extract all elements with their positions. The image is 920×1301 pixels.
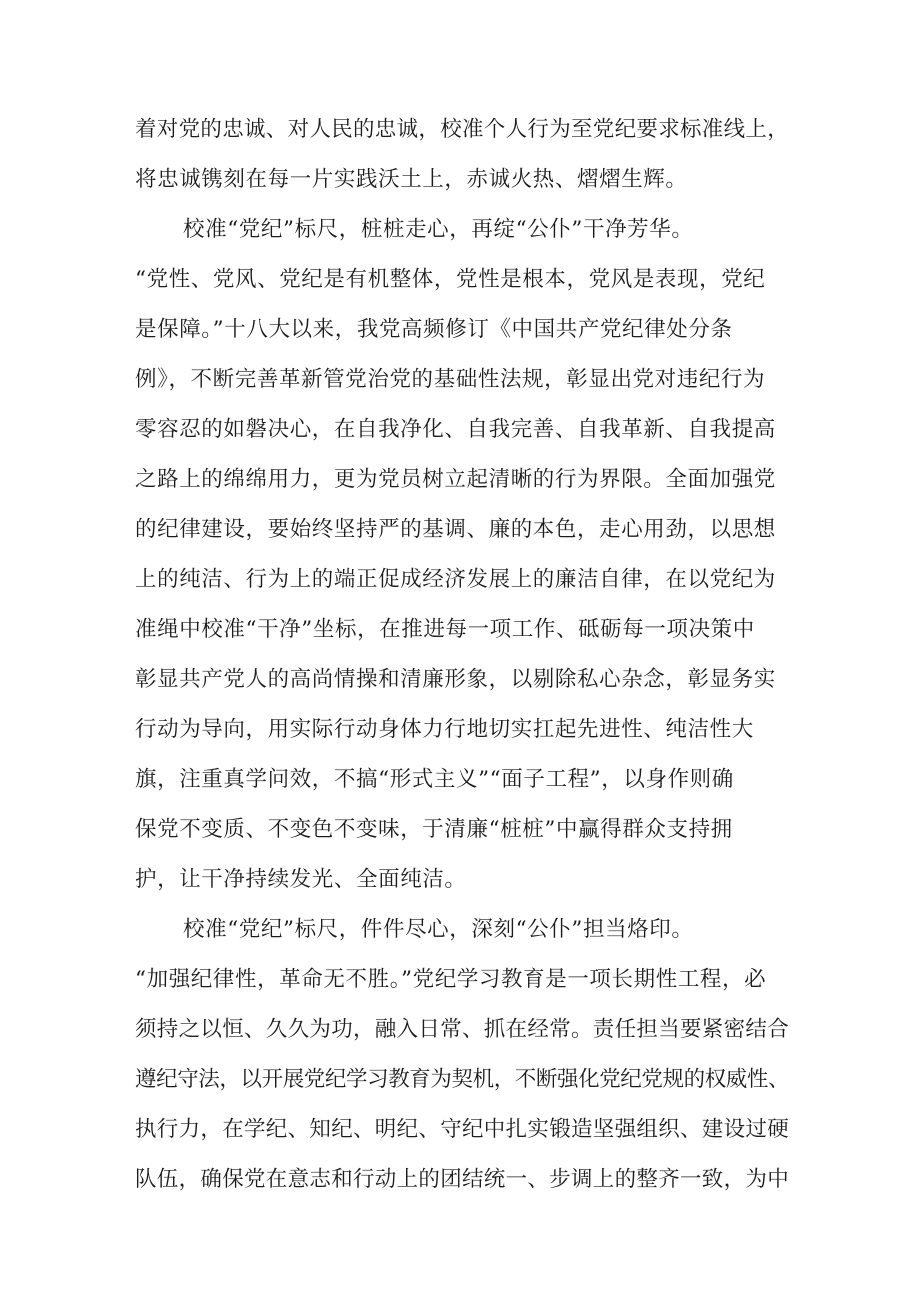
text-line: 零容忍的如磐决心，在自我净化、自我完善、自我革新、自我提高 — [135, 417, 776, 442]
paragraph-heading: 校准“党纪”标尺，件件尽心，深刻“公仆”担当烙印。 — [183, 917, 694, 942]
text-line: 是保障。”十八大以来，我党高频修订《中国共产党纪律处分条 — [135, 317, 733, 342]
text-line: 旗，注重真学问效，不搞“形式主义”“面子工程”，以身作则确 — [135, 767, 734, 792]
text-line: 上的纯洁、行为上的端正促成经济发展上的廉洁自律，在以党纪为 — [135, 567, 776, 592]
text-line: 遵纪守法，以开展党纪学习教育为契机，不断强化党纪党规的权威性、 — [135, 1067, 790, 1092]
text-line: 例》，不断完善革新管党治党的基础性法规，彰显出党对违纪行为 — [135, 367, 766, 392]
text-line: 的纪律建设，要始终坚持严的基调、廉的本色，走心用劲，以思想 — [135, 517, 776, 542]
text-line: 护，让干净持续发光、全面纯洁。 — [135, 867, 467, 892]
text-line: “党性、党风、党纪是有机整体，党性是根本，党风是表现，党纪 — [135, 267, 766, 292]
text-line: 着对党的忠诚、对人民的忠诚，校准个人行为至党纪要求标准线上， — [135, 117, 790, 142]
text-line: “加强纪律性，革命无不胜。”党纪学习教育是一项长期性工程，必 — [135, 967, 767, 992]
text-line: 执行力，在学纪、知纪、明纪、守纪中扎实锻造坚强组织、建设过硬 — [135, 1117, 790, 1142]
text-line: 保党不变质、不变色不变味，于清廉“桩桩”中赢得群众支持拥 — [135, 817, 733, 842]
text-line: 将忠诚镌刻在每一片实践沃土上，赤诚火热、熠熠生辉。 — [135, 167, 688, 192]
text-line: 之路上的绵绵用力，更为党员树立起清晰的行为界限。全面加强党 — [135, 467, 776, 492]
text-line: 准绳中校准“干净”坐标，在推进每一项工作、砥砺每一项决策中 — [135, 617, 755, 642]
text-line: 彰显共产党人的高尚情操和清廉形象，以剔除私心杂念，彰显务实 — [135, 667, 776, 692]
paragraph-heading: 校准“党纪”标尺，桩桩走心，再绽“公仆”干净芳华。 — [183, 217, 694, 242]
text-line: 行动为导向，用实际行动身体力行地切实扛起先进性、纯洁性大 — [135, 717, 754, 742]
text-line: 队伍，确保党在意志和行动上的团结统一、步调上的整齐一致，为中 — [135, 1167, 790, 1192]
text-line: 须持之以恒、久久为功，融入日常、抓在经常。责任担当要紧密结合 — [135, 1017, 790, 1042]
